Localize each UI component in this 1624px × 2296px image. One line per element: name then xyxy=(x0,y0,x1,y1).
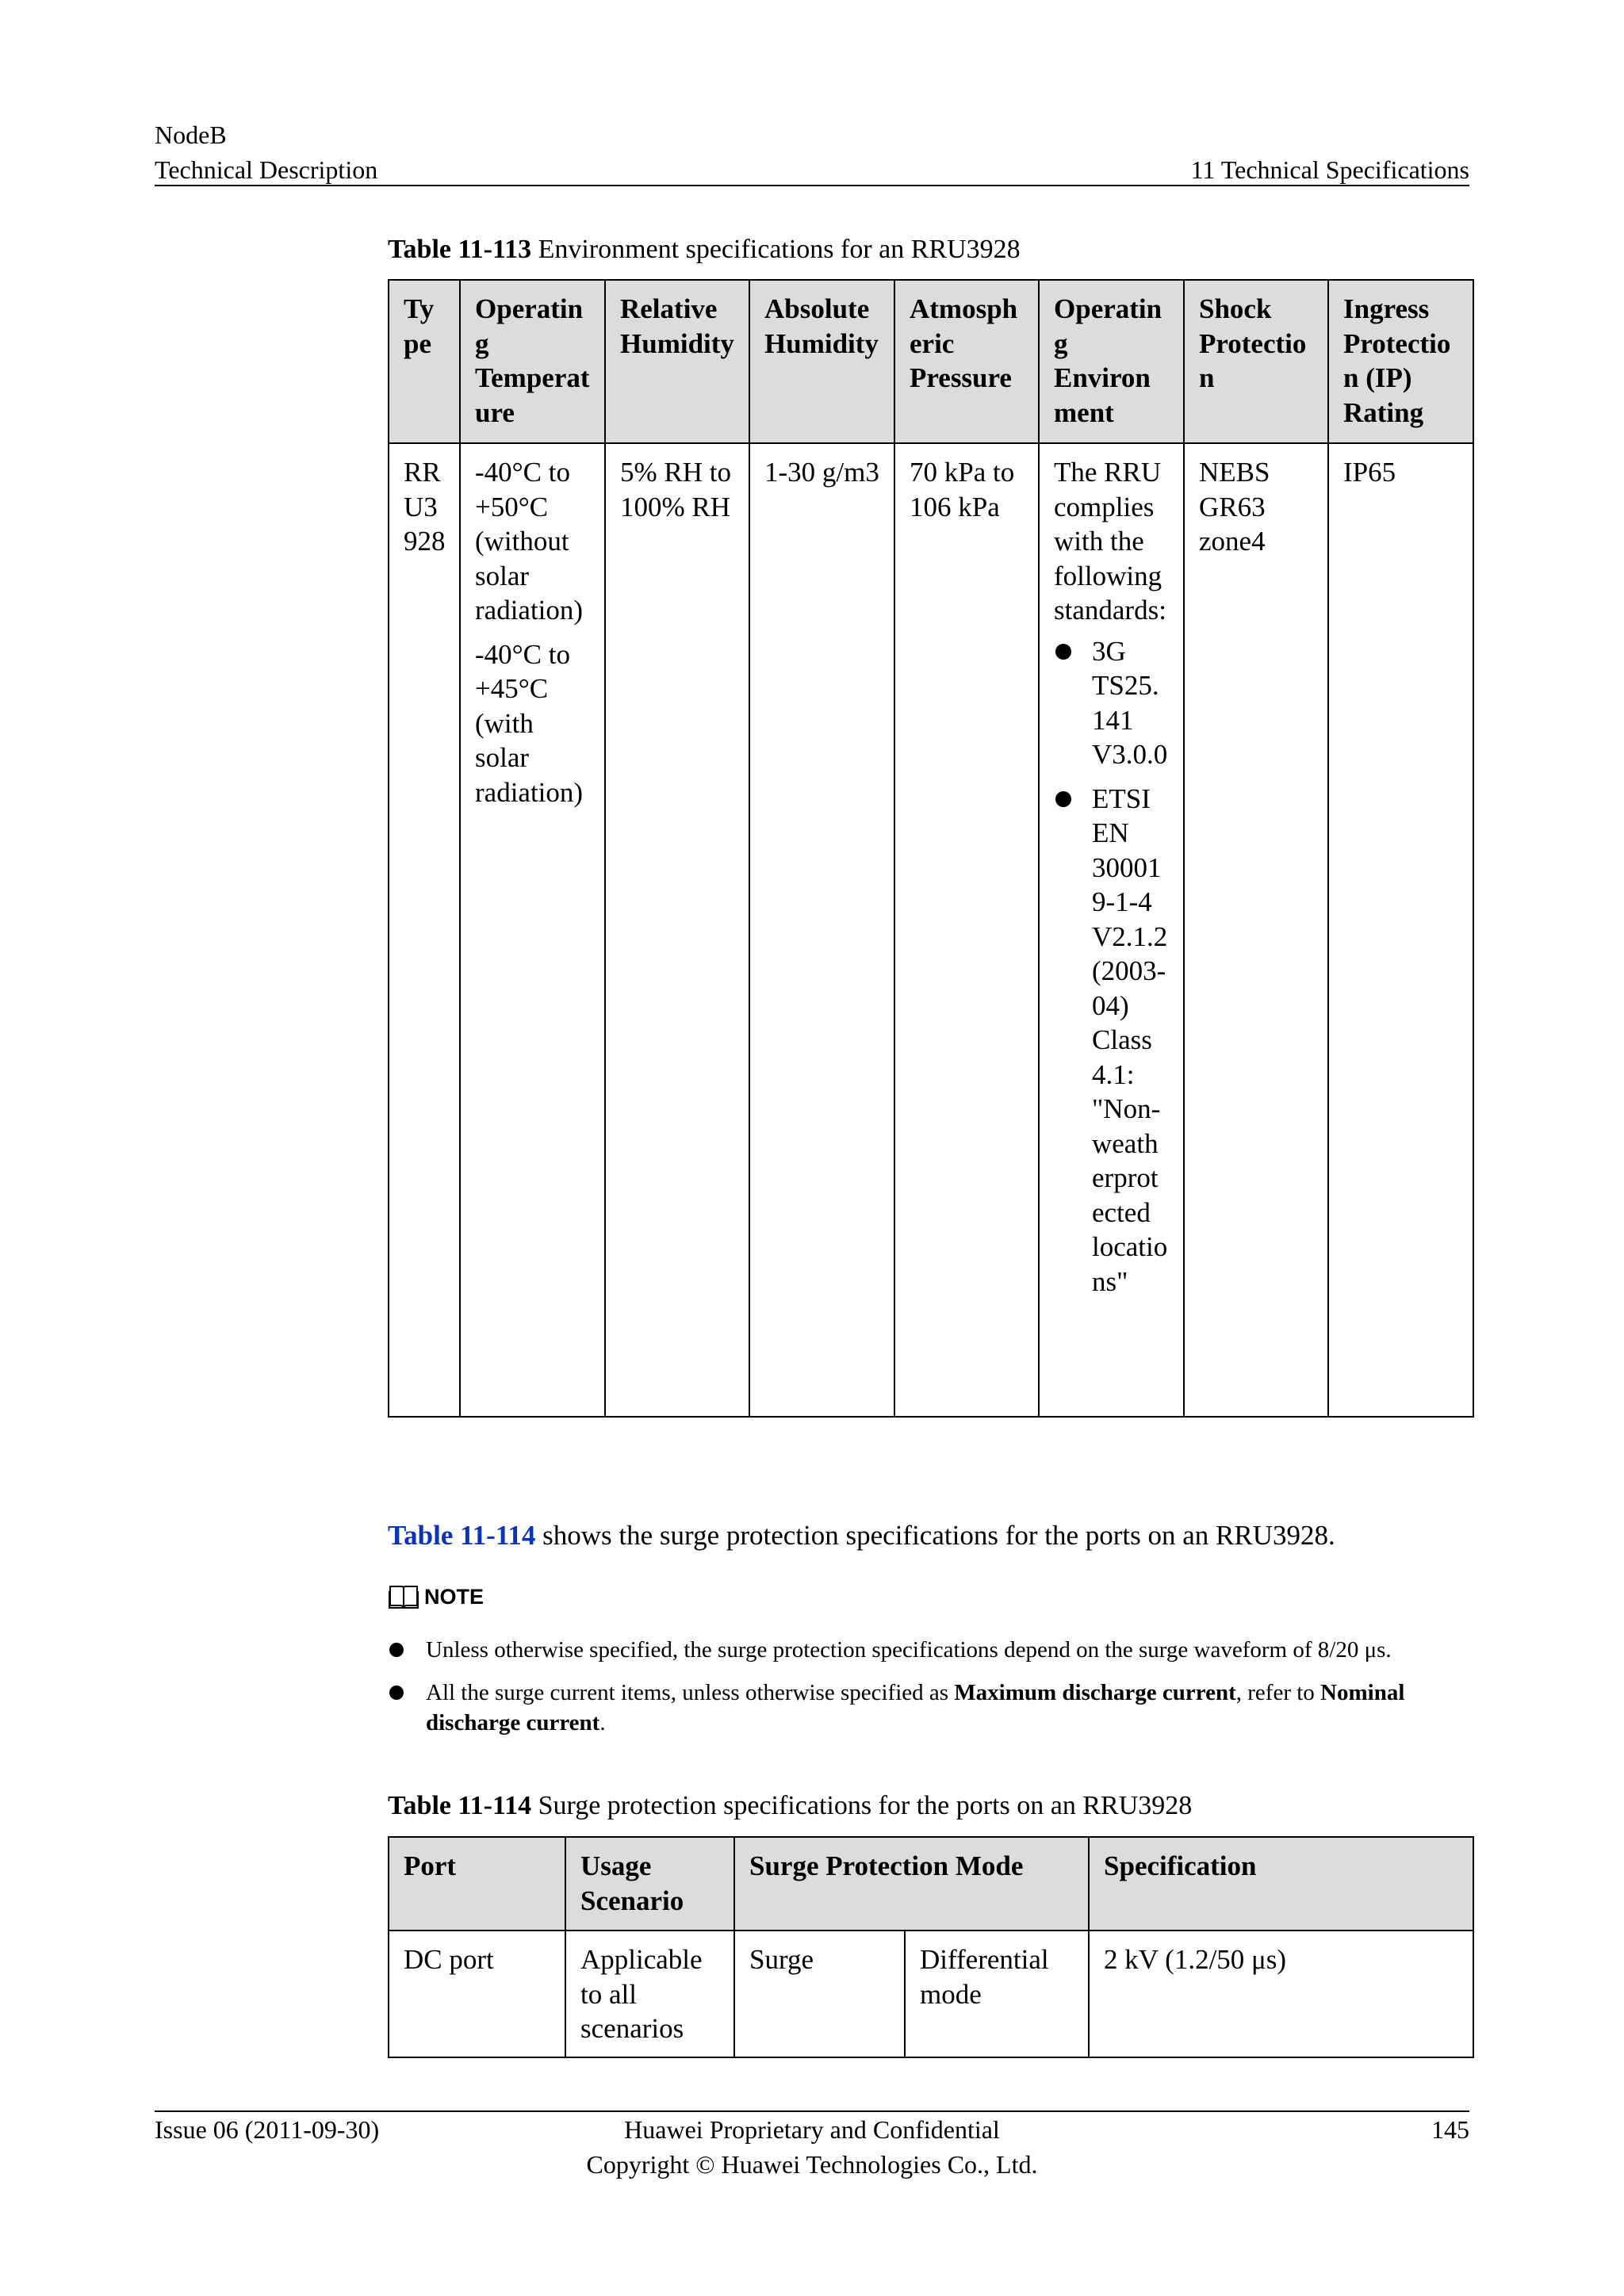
table-114-link[interactable]: Table 11-114 xyxy=(388,1520,536,1551)
note-bold-term: Maximum discharge current xyxy=(954,1680,1236,1705)
col-header-relative-humidity: Relative Humidity xyxy=(605,280,749,443)
list-item: ETSI EN 300019-1-4 V2.1.2 (2003-04) Class 4.1: "Non-weatherprotected locations" xyxy=(1054,782,1170,1299)
table-113-caption-text: Environment specifications for an RRU3928 xyxy=(531,235,1021,264)
header-chapter: 11 Technical Specifications xyxy=(1190,155,1469,184)
note-label: NOTE xyxy=(424,1584,485,1609)
cell-relative-humidity: 5% RH to 100% RH xyxy=(605,443,749,1417)
footer-page-number: 145 xyxy=(1431,2115,1469,2144)
cell-ip-rating: IP65 xyxy=(1328,443,1473,1417)
cell-operating-environment xyxy=(1039,443,1184,1417)
col-header-operating-temperature: Operating Temperature xyxy=(460,280,605,443)
col-header-type: Type xyxy=(389,280,460,443)
note-list xyxy=(388,1635,1473,1738)
page-header xyxy=(155,117,1469,187)
col-header-surge-protection-mode: Surge Protection Mode xyxy=(734,1837,1089,1931)
table-114-caption xyxy=(388,1789,1192,1823)
cell-operating-temperature xyxy=(460,443,605,1417)
footer-center xyxy=(155,2112,1469,2182)
surge-protection-table xyxy=(388,1836,1474,2058)
col-header-shock-protection: Shock Protection xyxy=(1184,280,1328,443)
cell-atmospheric-pressure: 70 kPa to 106 kPa xyxy=(894,443,1039,1417)
temp-without-solar: -40°C to +50°C (without solar radiation) xyxy=(475,457,584,626)
cell-type: RRU3928 xyxy=(389,443,460,1417)
col-header-operating-environment: Operating Environment xyxy=(1039,280,1184,443)
environment-spec-table xyxy=(388,279,1474,1418)
note-text: All the surge current items, unless otherwise specified as xyxy=(426,1680,955,1705)
col-header-absolute-humidity: Absolute Humidity xyxy=(749,280,894,443)
temp-with-solar: -40°C to +45°C (with solar radiation) xyxy=(475,638,584,808)
col-header-usage-scenario: Usage Scenario xyxy=(565,1837,734,1931)
list-item: 3G TS25.141 V3.0.0 xyxy=(1054,634,1170,772)
cell-port: DC port xyxy=(389,1931,565,2057)
col-header-atmospheric-pressure: Atmospheric Pressure xyxy=(894,280,1039,443)
header-product: NodeB xyxy=(155,121,227,149)
note-text: . xyxy=(599,1710,606,1735)
col-header-specification: Specification xyxy=(1089,1837,1473,1931)
cell-absolute-humidity: 1-30 g/m3 xyxy=(749,443,894,1417)
table-114-caption-label: Table 11-114 xyxy=(388,1791,532,1820)
table-row xyxy=(389,1931,1473,2057)
table-header-row xyxy=(389,280,1473,443)
env-standards-list xyxy=(1054,634,1170,1299)
list-item xyxy=(388,1678,1473,1738)
col-header-ip-rating: Ingress Protection (IP) Rating xyxy=(1328,280,1473,443)
cell-shock-protection: NEBS GR63 zone4 xyxy=(1184,443,1328,1417)
cell-specification: 2 kV (1.2/50 μs) xyxy=(1089,1931,1473,2057)
note-heading xyxy=(388,1583,484,1610)
header-doc-title: Technical Description xyxy=(155,155,378,184)
cell-surge-submode: Differential mode xyxy=(905,1931,1089,2057)
paragraph-text: shows the surge protection specifications for the ports on an RRU3928. xyxy=(535,1520,1335,1551)
footer-issue: Issue 06 (2011-09-30) xyxy=(155,2115,380,2144)
col-header-port: Port xyxy=(389,1837,565,1931)
body-paragraph xyxy=(388,1518,1335,1553)
book-icon xyxy=(388,1583,419,1610)
footer-copyright: Copyright © Huawei Technologies Co., Ltd. xyxy=(586,2150,1038,2179)
footer-confidential: Huawei Proprietary and Confidential xyxy=(624,2115,1000,2144)
table-114-caption-text: Surge protection specifications for the ports on an RRU3928 xyxy=(531,1791,1193,1820)
table-113-caption xyxy=(388,232,1021,267)
table-113-caption-label: Table 11-113 xyxy=(388,235,532,264)
env-intro: The RRU complies with the following standards: xyxy=(1054,457,1166,626)
header-divider xyxy=(155,185,1469,186)
table-row xyxy=(389,443,1473,1417)
note-bold-term: Nominal discharge current xyxy=(426,1680,1405,1735)
table-header-row xyxy=(389,1837,1473,1931)
cell-usage-scenario: Applicable to all scenarios xyxy=(565,1931,734,2057)
note-text: , refer to xyxy=(1235,1680,1321,1705)
cell-surge-mode: Surge xyxy=(734,1931,905,2057)
list-item: Unless otherwise specified, the surge protection specifications depend on the surge waveform of 8/20 μs. xyxy=(388,1635,1473,1665)
